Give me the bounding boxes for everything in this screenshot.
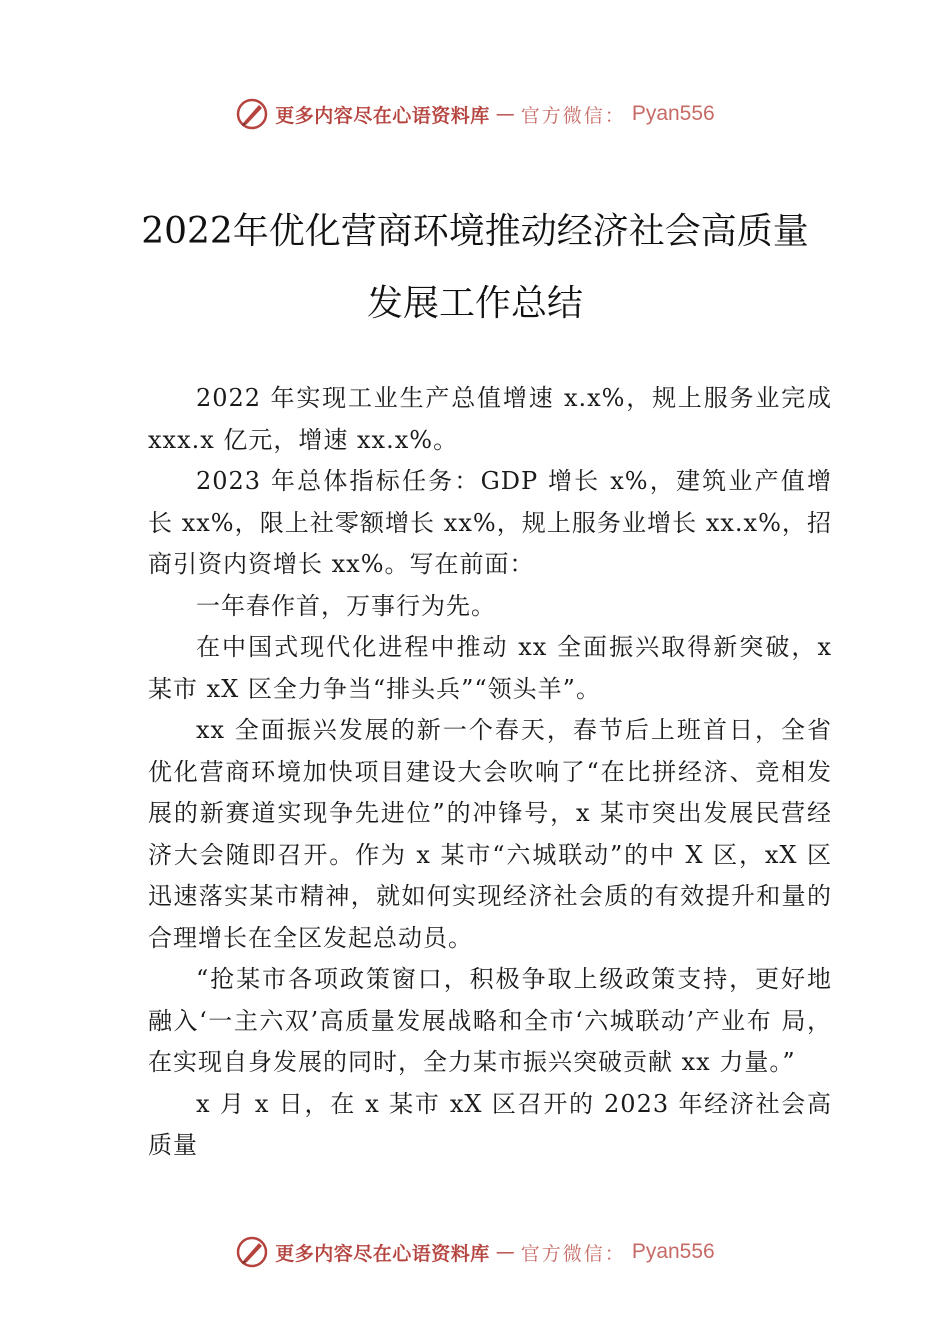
paragraph: x 月 x 日，在 x 某市 xX 区召开的 2023 年经济社会高质量 [148, 1089, 832, 1159]
wechat-label: 官方微信： [520, 1242, 626, 1265]
wechat-label: 官方微信： [520, 104, 626, 127]
separator-dash: — [495, 1241, 515, 1263]
paragraph: “抢某市各项政策窗口，积极争取上级政策支持，更好地融入‘一主六双’高质量发展战略和全市‘六城联动’产业布 局，在实现自身发展的同时，全力某市振兴突破贡献 xx 力量。” [148, 965, 832, 1076]
pen-logo-icon [235, 97, 269, 131]
paragraph: 在中国式现代化进程中推动 xx 全面振兴取得新突破，x 某市 xX 区全力争当“排头兵”“领头羊”。 [148, 633, 832, 703]
document-title [100, 196, 850, 340]
title-line-1: 2022年优化营商环境推动经济社会高质量 [141, 211, 809, 252]
header-banner [0, 94, 950, 134]
paragraph: 一年春作首，万事行为先。 [196, 591, 496, 620]
promo-text: 更多内容尽在心语资料库 [275, 1242, 490, 1265]
wechat-id: Pyan556 [631, 1240, 715, 1263]
separator-dash: — [495, 103, 515, 125]
paragraph: 2022 年实现工业生产总值增速 x.x%，规上服务业完成 xxx.x 亿元，增速 xx.x%。 [148, 384, 832, 454]
footer-banner [0, 1232, 950, 1272]
pen-logo-icon [235, 1235, 269, 1269]
paragraph: xx 全面振兴发展的新一个春天，春节后上班首日，全省优化营商环境加快项目建设大会吹响了“在比拼经济、竞相发展的新赛道实现争先进位”的冲锋号，x 某市突出发展民营经济大会随即召开。作为 x 某市“六城联动”的中 X 区，xX 区迅速落实某市精神，就如何实现经济社会质的有效提升和量的合理增长在全区发起总动员。 [148, 716, 832, 952]
wechat-id: Pyan556 [631, 102, 715, 125]
document-body [148, 378, 832, 1167]
paragraph: 2023 年总体指标任务：GDP 增长 x%，建筑业产值增长 xx%，限上社零额增长 xx%，规上服务业增长 xx.x%，招商引资内资增长 xx%。写在前面： [148, 467, 832, 578]
title-line-2: 发展工作总结 [366, 283, 583, 324]
promo-text: 更多内容尽在心语资料库 [275, 104, 490, 127]
